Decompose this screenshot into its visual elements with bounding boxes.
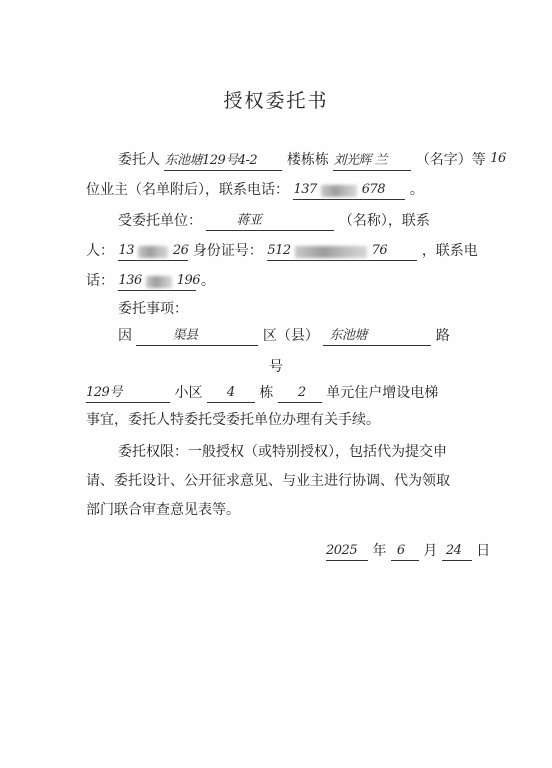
road-blank <box>323 327 431 346</box>
community-label: 小区 <box>174 385 203 401</box>
agent-label: 受委托单位： <box>118 213 202 229</box>
building-label: 楼栋栋 <box>286 152 329 168</box>
handwritten-phone-prefix: 137 <box>293 182 317 197</box>
handwritten-person-suffix: 26 <box>172 243 189 258</box>
district-label: 区（县） <box>262 328 319 344</box>
name-label: （名字）等 <box>415 152 486 168</box>
period: 。 <box>409 182 424 198</box>
year-label: 年 <box>372 543 387 559</box>
handwritten-id-suffix: 76 <box>371 243 388 258</box>
community-line <box>86 383 438 403</box>
address-blank <box>164 152 282 171</box>
number-label: 号 <box>269 359 283 375</box>
unit-label: 单元住户增设电梯 <box>326 385 439 401</box>
redaction-blur <box>295 246 367 258</box>
period: 。 <box>200 273 215 289</box>
handwritten-names: 刘光辉 兰 <box>333 153 387 168</box>
handwritten-address: 东池塘129号4-2 <box>164 153 258 168</box>
owners-label: 位业主（名单附后），联系电话： <box>86 182 289 198</box>
principal-label: 委托人 <box>118 152 160 168</box>
phone2-label: ，联系电 <box>421 243 478 259</box>
day-label: 日 <box>476 543 491 559</box>
matters-heading: 委托事项： <box>118 301 188 317</box>
handwritten-month: 6 <box>396 543 405 558</box>
handwritten-building: 4 <box>226 385 235 400</box>
redaction-blur <box>146 276 172 288</box>
principal-line <box>118 150 506 171</box>
handwritten-phone2-prefix: 136 <box>118 273 142 288</box>
redaction-blur <box>321 185 357 197</box>
authority-line1: 委托权限：一般授权（或特别授权），包括代为提交申 <box>118 444 447 460</box>
id-label: 身份证号： <box>192 243 263 259</box>
agent-name-label: （名称），联系 <box>338 213 430 229</box>
phone-blank <box>293 181 405 200</box>
location-line <box>118 326 450 346</box>
handwritten-phone-suffix: 678 <box>361 182 386 197</box>
number-blank <box>86 384 170 403</box>
handwritten-number: 129号 <box>86 385 122 400</box>
person-phone-blank <box>118 242 188 261</box>
phone2-line <box>86 271 215 291</box>
handwritten-id-prefix: 512 <box>267 243 291 258</box>
document-title: 授权委托书 <box>223 90 329 112</box>
agent-blank <box>206 212 334 231</box>
handwritten-road: 东池塘 <box>329 328 367 343</box>
phone2-label-b: 话： <box>86 273 114 289</box>
person-line <box>86 241 478 261</box>
authority-line2: 请、委托设计、公开征求意见、与业主进行协调、代为领取 <box>86 473 450 489</box>
because-label: 因 <box>118 328 132 344</box>
date-line <box>326 541 490 561</box>
handwritten-day: 24 <box>445 543 462 558</box>
redaction-blur <box>138 246 168 258</box>
handwritten-count: 16 <box>490 151 506 166</box>
matters-line2: 事宜，委托人特委托受委托单位办理有关手续。 <box>86 412 380 428</box>
day-blank <box>442 542 472 561</box>
unit-blank <box>278 384 322 403</box>
authority-line3: 部门联合审查意见表等。 <box>86 502 240 518</box>
handwritten-unit: 2 <box>297 385 306 400</box>
year-blank <box>326 542 368 561</box>
bldg-label: 栋 <box>259 385 274 401</box>
handwritten-district: 渠县 <box>172 328 198 343</box>
id-blank <box>267 242 417 261</box>
district-blank <box>136 327 258 346</box>
handwritten-agent: 蒋亚 <box>236 213 262 228</box>
owners-line <box>86 180 424 200</box>
road-label: 路 <box>435 328 450 344</box>
names-blank <box>333 152 411 171</box>
building-blank <box>207 384 255 403</box>
person-label: 人： <box>86 243 114 259</box>
phone2-blank <box>118 272 201 291</box>
agent-line <box>118 211 430 231</box>
handwritten-phone2-suffix: 196 <box>176 273 201 288</box>
handwritten-year: 2025 <box>326 543 358 558</box>
handwritten-person-prefix: 13 <box>118 243 134 258</box>
month-blank <box>391 542 419 561</box>
month-label: 月 <box>423 543 438 559</box>
